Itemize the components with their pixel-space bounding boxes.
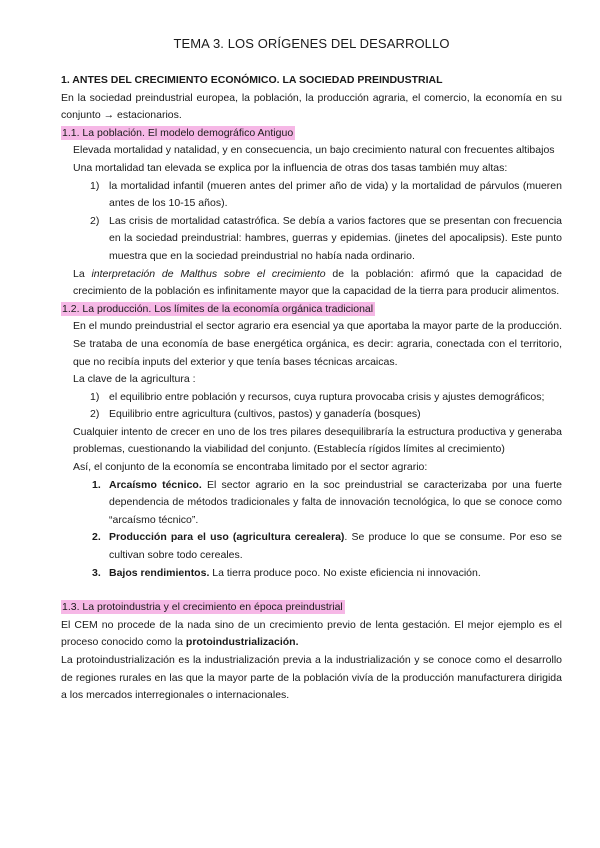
section-1-3-p2: La protoindustrialización es la industrialización previa a la industrialización y se conoce como el desarrollo de regiones rurales en las que la mayor parte de la población vivía de la producción manufacturera dirigida a los mercados interregionales o internacionales. <box>61 654 562 702</box>
section-1-1-p1: Elevada mortalidad y natalidad, y en consecuencia, un bajo crecimiento natural con frecuentes altibajos <box>73 144 555 157</box>
list-number: 3. <box>92 566 101 579</box>
italic-text: interpretación de Malthus sobre el crecimiento <box>91 267 326 280</box>
section-1-1-p3 <box>73 266 562 301</box>
section-1-2-list <box>61 389 562 424</box>
section-1-1-p2: Una mortalidad tan elevada se explica por la influencia de otras dos tasas también muy altas: <box>73 161 508 174</box>
list-text: El sector agrario en la soc preindustrial se caracterizaba por una fuerte dependencia de métodos tradicionales y falta de innovación tecnológica, lo que se conoce como “arcaísmo técnico”. <box>109 478 562 526</box>
section-1-heading: 1. ANTES DEL CRECIMIENTO ECONÓMICO. LA SOCIEDAD PREINDUSTRIAL <box>61 74 443 86</box>
list-bold-text: Bajos rendimientos. <box>109 566 210 579</box>
list-item <box>90 406 562 424</box>
list-number: 1. <box>92 478 101 491</box>
section-1-1-list <box>61 178 562 266</box>
list-number: 1) <box>90 390 100 403</box>
list-number: 2. <box>92 531 101 544</box>
list-number: 2) <box>90 214 100 227</box>
list-bold-text: Producción para el uso (agricultura cerealera) <box>109 531 345 544</box>
list-text: Las crisis de mortalidad catastrófica. Se debía a varios factores que se presentan con frecuencia en la sociedad preindustrial: hambres, guerras y epidemias. (jinetes del apocalipsis). Este punto muestra que en la sociedad preindustrial no había nada ordinario. <box>109 214 562 262</box>
list-item <box>92 565 562 583</box>
list-number: 2) <box>90 408 100 421</box>
section-1-2-p1: En el mundo preindustrial el sector agrario era esencial ya que aportaba la mayor parte de la producción. Se trataba de una economía de base energética orgánica, es decir: agraria, conectada con el territorio, que no recibía inputs del exterior y que tenía bases técnicas arcaicas. <box>73 320 562 368</box>
list-text: La tierra produce poco. No existe eficiencia ni innovación. <box>209 566 481 579</box>
list-text: la mortalidad infantil (mueren antes del primer año de vida) y la mortalidad de párvulos (mueren antes de los 10-15 años). <box>109 179 562 210</box>
list-bold-text: Arcaísmo técnico. <box>109 478 202 491</box>
section-1-2-heading-line <box>61 301 562 319</box>
section-1-2-bold-list <box>61 477 562 583</box>
section-1-1-heading: 1.1. La población. El modelo demográfico Antiguo <box>62 126 294 139</box>
list-item <box>92 529 562 564</box>
document-title: TEMA 3. LOS ORÍGENES DEL DESARROLLO <box>173 36 450 51</box>
section-1-intro: En la sociedad preindustrial europea, la población, la producción agraria, el comercio, la economía en su conjunto → estacionarios. <box>61 91 562 122</box>
section-1-3-p1 <box>61 617 562 652</box>
text-run: de la población: afirmó que la capacidad de crecimiento de la población es infinitamente mayor que la capacidad de la tierra para producir alimentos. <box>73 267 562 298</box>
section-1-3-heading-line <box>61 599 562 617</box>
text-run: El CEM no procede de la nada sino de un crecimiento previo de lenta gestación. El mejor ejemplo es el proceso conocido como la <box>61 618 562 649</box>
list-text: Equilibrio entre agricultura (cultivos, pastos) y ganadería (bosques) <box>109 408 421 421</box>
section-1-2-p3: Cualquier intento de crecer en uno de los tres pilares desequilibraría la estructura productiva y generaba problemas, cuestionando la viabilidad del conjunto. (Establecía rígidos límites al crecimiento) <box>73 425 562 456</box>
section-1-3-heading: 1.3. La protoindustria y el crecimiento en época preindustrial <box>62 601 343 614</box>
list-number: 1) <box>90 179 100 192</box>
spacer <box>61 582 562 599</box>
bold-text: protoindustrialización. <box>185 636 299 649</box>
section-1-1-heading-line <box>61 125 562 143</box>
section-1-2-p4: Así, el conjunto de la economía se encontraba limitado por el sector agrario: <box>73 461 428 474</box>
list-item <box>90 389 562 407</box>
text-run: La <box>73 267 92 280</box>
section-1-2-p2: La clave de la agricultura : <box>73 373 196 386</box>
list-item <box>90 178 562 213</box>
section-1-2-heading: 1.2. La producción. Los límites de la economía orgánica tradicional <box>62 302 374 315</box>
list-item <box>90 213 562 266</box>
list-text: el equilibrio entre población y recursos, cuya ruptura provocaba crisis y ajustes demográficos; <box>109 390 545 403</box>
list-text: . Se produce lo que se consume. Por eso se cultivan sobre todo cereales. <box>109 531 562 562</box>
list-item <box>92 477 562 530</box>
